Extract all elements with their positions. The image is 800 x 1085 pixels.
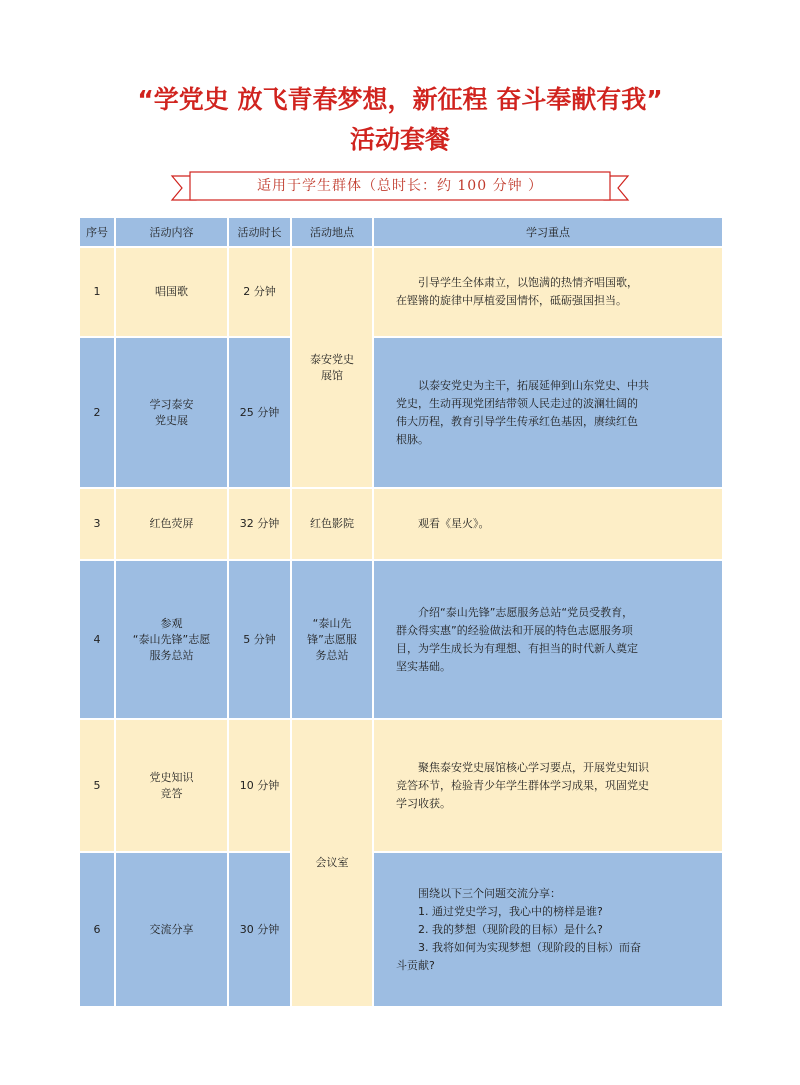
row-content: 唱国歌 <box>115 247 228 337</box>
table-row <box>79 719 723 852</box>
table-row <box>79 560 723 719</box>
row-focus: 介绍“泰山先锋”志愿服务总站“党员受教育， 群众得实惠”的经验做法和开展的特色志愿服务项 目，为学生成长为有理想、有担当的时代新人奠定 坚实基础。 <box>373 560 723 719</box>
row-focus: 引导学生全体肃立，以饱满的热情齐唱国歌， 在铿锵的旋律中厚植爱国情怀，砥砺强国担当。 <box>373 247 723 337</box>
row-duration: 5 分钟 <box>228 560 291 719</box>
row-duration: 2 分钟 <box>228 247 291 337</box>
row-focus: 围绕以下三个问题交流分享： 1. 通过党史学习，我心中的榜样是谁? 2. 我的梦想（现阶段的目标）是什么? 3. 我将如何为实现梦想（现阶段的目标）而奋 斗贡献? <box>373 852 723 1007</box>
row-content: 党史知识 竞答 <box>115 719 228 852</box>
audience-ribbon <box>170 170 630 204</box>
header-content: 活动内容 <box>115 217 228 247</box>
row-no: 3 <box>79 488 115 560</box>
header-duration: 活动时长 <box>228 217 291 247</box>
row-no: 2 <box>79 337 115 488</box>
row-content: 红色荧屏 <box>115 488 228 560</box>
ribbon-text: 适用于学生群体（总时长：约 100 分钟 ） <box>256 178 544 194</box>
row-content: 参观 “泰山先锋”志愿 服务总站 <box>115 560 228 719</box>
row-focus: 观看《星火》。 <box>373 488 723 560</box>
row-focus: 聚焦泰安党史展馆核心学习要点，开展党史知识 竞答环节，检验青少年学生群体学习成果，巩固党史 学习收获。 <box>373 719 723 852</box>
row-focus: 以泰安党史为主干，拓展延伸到山东党史、中共 党史，生动再现党团结带领人民走过的波澜壮阔的 伟大历程，教育引导学生传承红色基因，赓续红色 根脉。 <box>373 337 723 488</box>
row-no: 4 <box>79 560 115 719</box>
row-place: 红色影院 <box>291 488 373 560</box>
row-no: 6 <box>79 852 115 1007</box>
table-header-row <box>79 217 723 247</box>
title-line-2: 活动套餐 <box>349 125 450 154</box>
row-place: 会议室 <box>291 719 373 1007</box>
header-place: 活动地点 <box>291 217 373 247</box>
table-row <box>79 337 723 488</box>
row-place: “泰山先 锋”志愿服 务总站 <box>291 560 373 719</box>
header-no: 序号 <box>79 217 115 247</box>
row-no: 1 <box>79 247 115 337</box>
row-no: 5 <box>79 719 115 852</box>
row-duration: 30 分钟 <box>228 852 291 1007</box>
row-duration: 10 分钟 <box>228 719 291 852</box>
page-title <box>0 82 800 158</box>
row-place: 泰安党史 展馆 <box>291 247 373 488</box>
title-line-1: “学党史 放飞青春梦想，新征程 奋斗奉献有我” <box>137 85 663 114</box>
activity-table <box>78 216 724 1008</box>
row-content: 学习泰安 党史展 <box>115 337 228 488</box>
row-duration: 32 分钟 <box>228 488 291 560</box>
table-row <box>79 852 723 1007</box>
table-row <box>79 488 723 560</box>
row-content: 交流分享 <box>115 852 228 1007</box>
table-row <box>79 247 723 337</box>
row-duration: 25 分钟 <box>228 337 291 488</box>
header-focus: 学习重点 <box>373 217 723 247</box>
